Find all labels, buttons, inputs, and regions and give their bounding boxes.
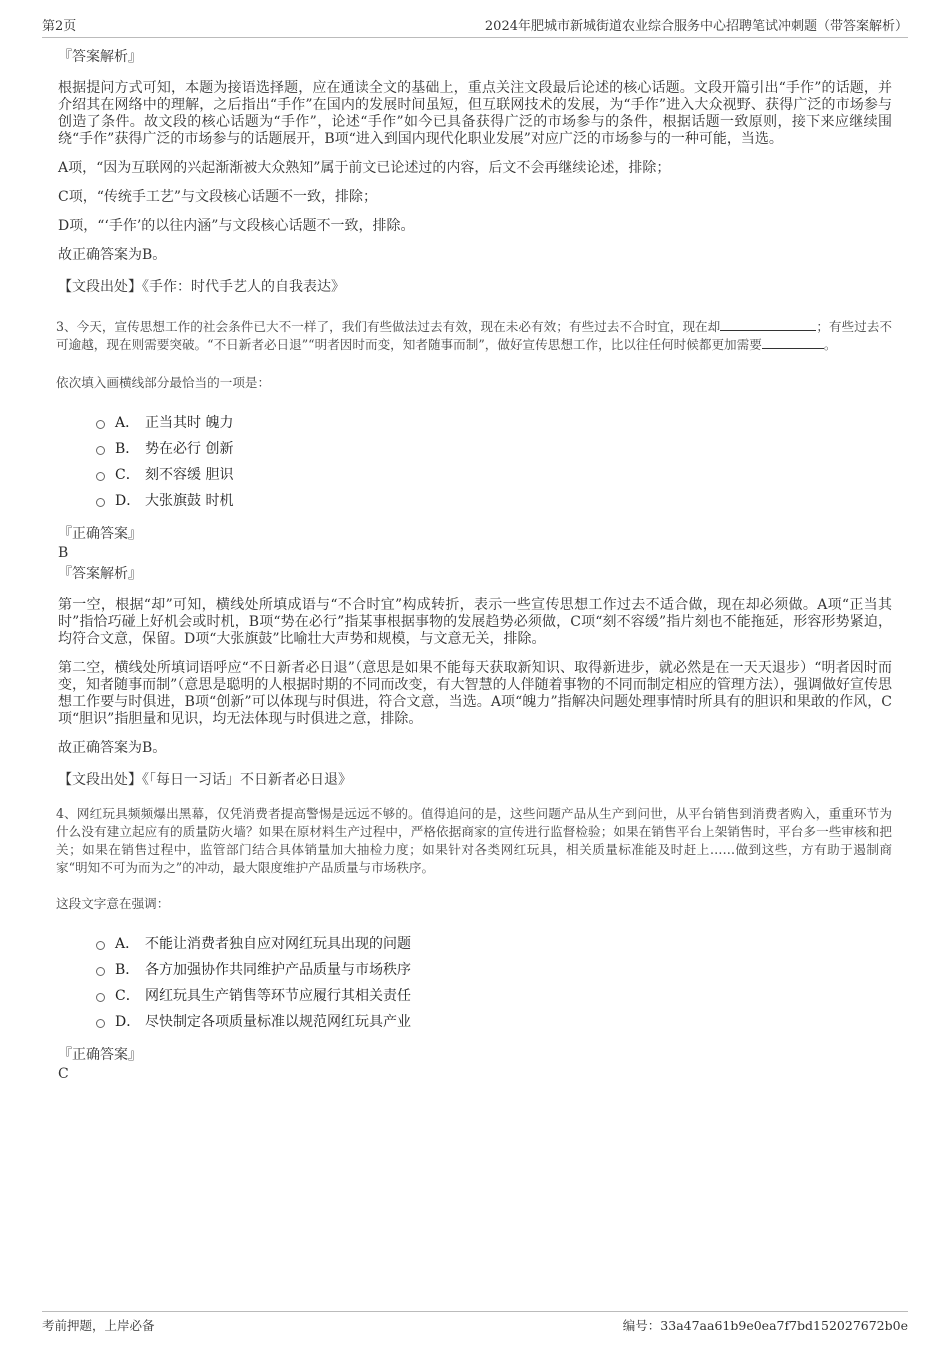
option-d[interactable]: D． 大张旗鼓 时机 bbox=[96, 487, 892, 513]
question-3-prompt: 依次填入画横线部分最恰当的一项是： bbox=[56, 375, 271, 390]
fill-blank bbox=[720, 318, 816, 331]
analysis-paragraph: A项，“因为互联网的兴起渐渐被大众熟知”属于前文已论述过的内容，后文不会再继续论述，排除； bbox=[58, 160, 671, 176]
analysis-paragraph: D项，“‘手作’的以往内涵”与文段核心话题不一致，排除。 bbox=[58, 218, 415, 234]
option-c[interactable]: C． 刻不容缓 胆识 bbox=[96, 461, 892, 487]
radio-button-icon[interactable] bbox=[96, 1019, 105, 1028]
fill-blank bbox=[762, 336, 824, 349]
question-3-text: 3、今天，宣传思想工作的社会条件已大不一样了，我们有些做法过去有效，现在未必有效；有些过去不合时宜，现在却 ；有些过去不可逾越，现在则需要突破。“不日新者必日退”“明者因时而变，知者随事而制”，做好宣传思想工作，比以往任何时候都更加需要 。 bbox=[56, 319, 893, 352]
option-c[interactable]: C． 网红玩具生产销售等环节应履行其相关责任 bbox=[96, 982, 892, 1008]
answer-statement: 故正确答案为B。 bbox=[58, 247, 167, 263]
question-4-text: 4、网红玩具频频爆出黑幕，仅凭消费者提高警惕是远远不够的。值得追问的是，这些问题产品从生产到问世，从平台销售到消费者购入，重重环节为什么没有建立起应有的质量防火墙？如果在原材料生产过程中，严格依据商家的宣传进行监督检验；如果在销售平台上架销售时，平台多一些审核和把关；如果在销售过程中，监管部门结合具体销量加大抽检力度；如果针对各类网红玩具，相关质量标准能及时赶上……做到这些，方有助于遏制商家“明知不可为而为之”的冲动，最大限度维护产品质量与市场秩序。 bbox=[56, 806, 892, 875]
question-4-prompt: 这段文字意在强调： bbox=[56, 896, 170, 911]
radio-button-icon[interactable] bbox=[96, 446, 105, 455]
question-4-options bbox=[96, 930, 892, 1034]
option-a[interactable]: A． 不能让消费者独自应对网红玩具出现的问题 bbox=[96, 930, 892, 956]
page-content bbox=[56, 46, 892, 1088]
correct-answer: C bbox=[58, 1066, 69, 1082]
radio-button-icon[interactable] bbox=[96, 498, 105, 507]
option-d[interactable]: D． 尽快制定各项质量标准以规范网红玩具产业 bbox=[96, 1008, 892, 1034]
answer-statement: 故正确答案为B。 bbox=[58, 740, 167, 756]
analysis-paragraph: 第一空，根据“却”可知，横线处所填成语与“不合时宜”构成转折，表示一些宣传思想工作过去不适合做，现在却必须做。A项“正当其时”指恰巧碰上好机会或时机，B项“势在必行”指某事根据事物的发展趋势必须做，C项“刻不容缓”指片刻也不能拖延，形容形势紧迫，均符合文意，保留。D项“大张旗鼓”比喻壮大声势和规模，与文意无关，排除。 bbox=[58, 597, 892, 647]
analysis-tag: 『答案解析』 bbox=[58, 566, 142, 582]
page-number: 第2页 bbox=[42, 19, 77, 34]
analysis-paragraph: 根据提问方式可知，本题为接语选择题，应在通读全文的基础上，重点关注文段最后论述的核心话题。文段开篇引出“手作”的话题，并介绍其在网络中的理解，之后指出“手作”在国内的发展时间虽短，但互联网技术的发展，为“手作”进入大众视野、获得广泛的市场参与创造了条件。故文段的核心话题为“手作”，论述“手作”如今已具备获得广泛的市场参与的条件，根据话题一致原则，接下来应继续围绕“手作”获得广泛的市场参与的话题展开，B项“进入到国内现代化职业发展”对应广泛的市场参与的一种可能，当选。 bbox=[58, 80, 892, 147]
correct-answer-tag: 『正确答案』 bbox=[58, 526, 142, 542]
question-3-options bbox=[96, 409, 892, 513]
document-title: 2024年肥城市新城街道农业综合服务中心招聘笔试冲刺题（带答案解析） bbox=[484, 19, 908, 34]
option-b[interactable]: B． 势在必行 创新 bbox=[96, 435, 892, 461]
option-b[interactable]: B． 各方加强协作共同维护产品质量与市场秩序 bbox=[96, 956, 892, 982]
radio-button-icon[interactable] bbox=[96, 993, 105, 1002]
footer-slogan: 考前押题，上岸必备 bbox=[42, 1318, 155, 1333]
analysis-tag: 『答案解析』 bbox=[58, 49, 142, 65]
analysis-paragraph: 第二空，横线处所填词语呼应“不日新者必日退”（意思是如果不能每天获取新知识、取得新进步，就必然是在一天天退步）“明者因时而变，知者随事而制”（意思是聪明的人根据时期的不同而改变，有大智慧的人伴随着事物的不同而制定相应的管理方法），强调做好宣传思想工作要与时俱进，B项“创新”可以体现与时俱进，符合文意，当选。A项“魄力”指解决问题处理事情时所具有的胆识和果敢的作风，C项“胆识”指胆量和见识，均无法体现与时俱进之意，排除。 bbox=[58, 660, 892, 727]
radio-button-icon[interactable] bbox=[96, 967, 105, 976]
correct-answer: B bbox=[58, 545, 69, 561]
page-footer bbox=[42, 1311, 908, 1336]
radio-button-icon[interactable] bbox=[96, 472, 105, 481]
text-source: 【文段出处】《「每日一习话」不日新者必日退》 bbox=[58, 772, 352, 788]
radio-button-icon[interactable] bbox=[96, 420, 105, 429]
text-source: 【文段出处】《手作：时代手艺人的自我表达》 bbox=[58, 279, 345, 295]
analysis-paragraph: C项，“传统手工艺”与文段核心话题不一致，排除； bbox=[58, 189, 378, 205]
option-a[interactable]: A． 正当其时 魄力 bbox=[96, 409, 892, 435]
document-serial: 编号：33a47aa61b9e0ea7f7bd152027672b0e bbox=[622, 1318, 908, 1333]
radio-button-icon[interactable] bbox=[96, 941, 105, 950]
page-header bbox=[42, 14, 908, 38]
correct-answer-tag: 『正确答案』 bbox=[58, 1047, 142, 1063]
